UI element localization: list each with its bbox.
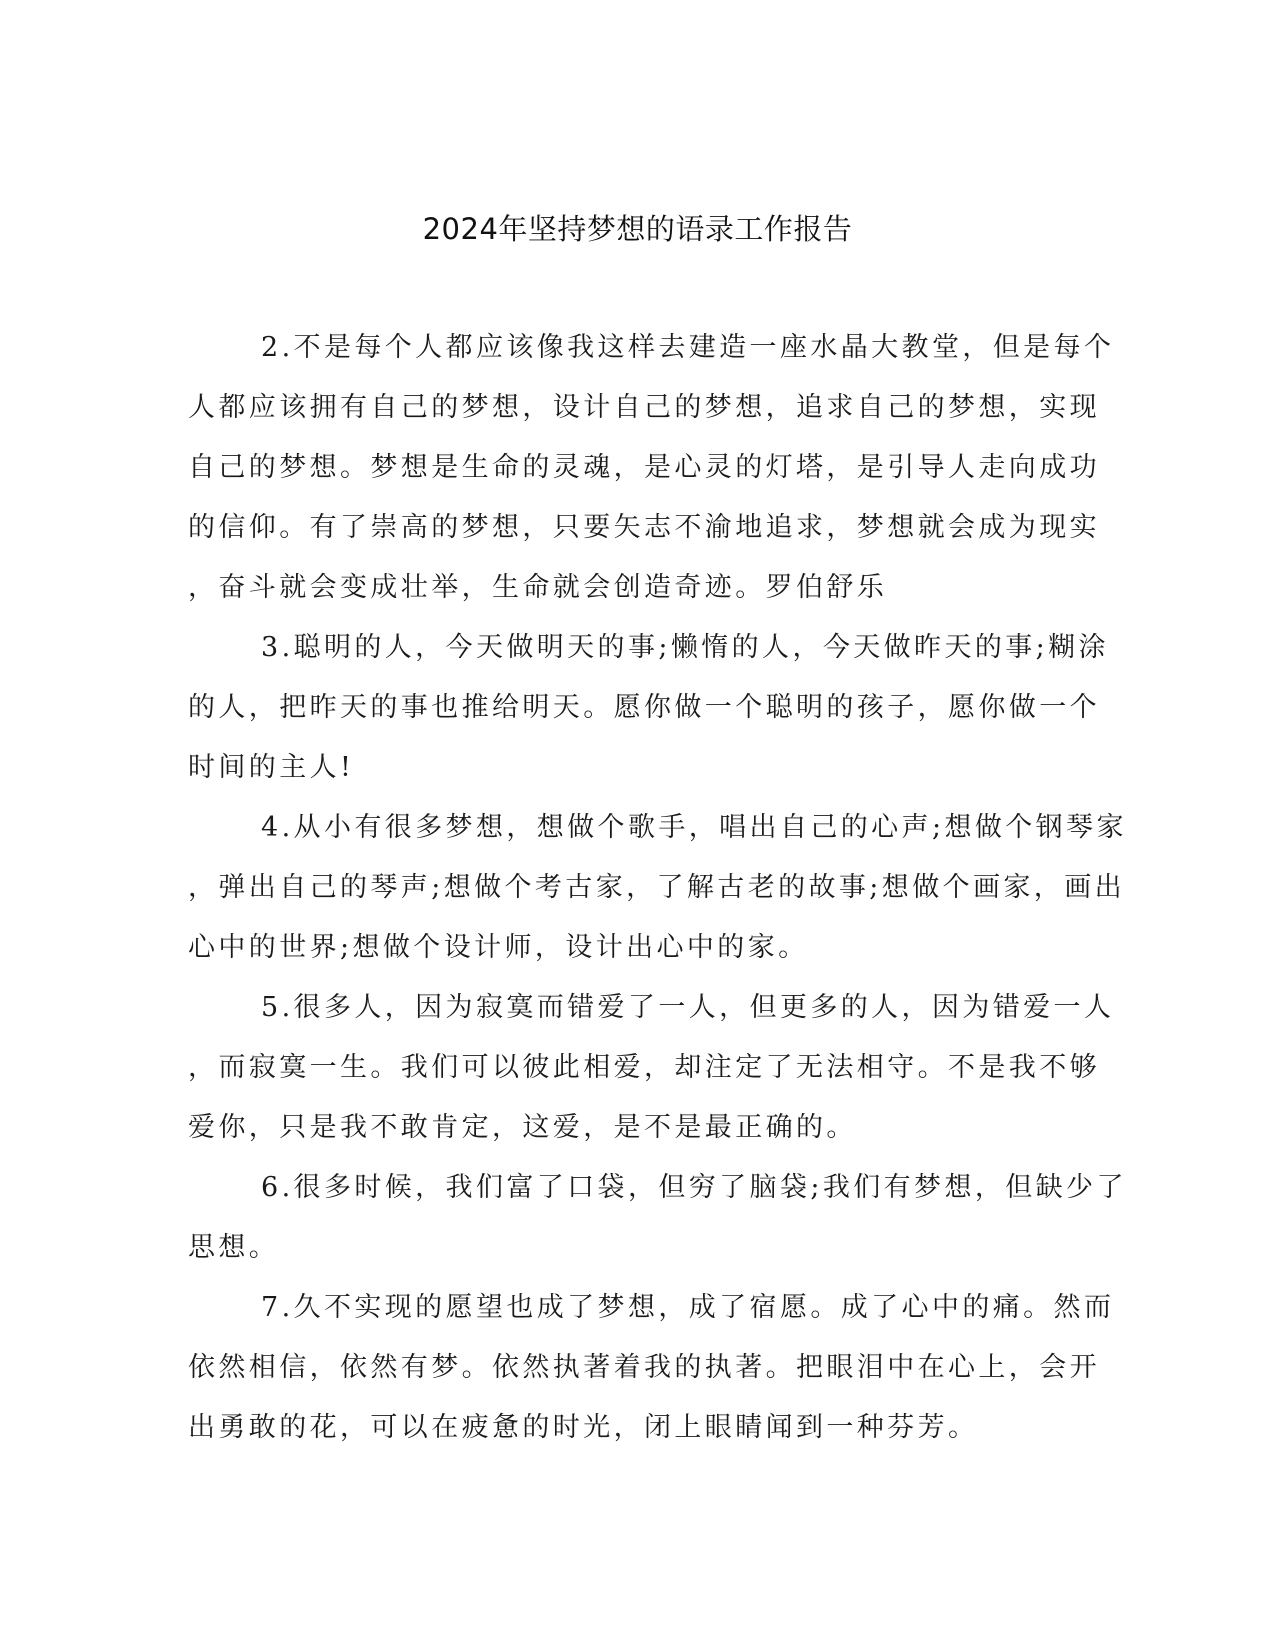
paragraph-line: ，而寂寞一生。我们可以彼此相爱，却注定了无法相守。不是我不够 [188, 1052, 1100, 1083]
paragraph-line: 爱你，只是我不敢肯定，这爱，是不是最正确的。 [188, 1112, 857, 1143]
paragraph [188, 1158, 1127, 1278]
paragraph [188, 798, 1127, 978]
paragraph-line: 的信仰。有了崇高的梦想，只要矢志不渝地追求，梦想就会成为现实 [188, 512, 1100, 543]
paragraph-line: 2.不是每个人都应该像我这样去建造一座水晶大教堂，但是每个 [261, 332, 1115, 363]
paragraph [188, 318, 1115, 618]
paragraph-line: 思想。 [188, 1232, 280, 1263]
paragraph [188, 1278, 1115, 1458]
paragraph-line: 自己的梦想。梦想是生命的灵魂，是心灵的灯塔，是引导人走向成功 [188, 452, 1100, 483]
document-body [188, 318, 1127, 1458]
paragraph-line: 6.很多时候，我们富了口袋，但穷了脑袋;我们有梦想，但缺少了 [261, 1172, 1127, 1203]
paragraph [188, 618, 1109, 798]
paragraph [188, 978, 1115, 1158]
paragraph-line: 出勇敢的花，可以在疲惫的时光，闭上眼睛闻到一种芬芳。 [188, 1412, 979, 1443]
paragraph-line: ，奋斗就会变成壮举，生命就会创造奇迹。罗伯舒乐 [188, 572, 888, 603]
paragraph-line: 依然相信，依然有梦。依然执著着我的执著。把眼泪中在心上，会开 [188, 1352, 1100, 1383]
paragraph-line: 的人，把昨天的事也推给明天。愿你做一个聪明的孩子，愿你做一个 [188, 692, 1100, 723]
paragraph-line: 3.聪明的人，今天做明天的事;懒惰的人，今天做昨天的事;糊涂 [261, 632, 1109, 663]
paragraph-line: 时间的主人! [188, 752, 355, 783]
paragraph-line: 7.久不实现的愿望也成了梦想，成了宿愿。成了心中的痛。然而 [261, 1292, 1115, 1323]
document-title: 2024年坚持梦想的语录工作报告 [422, 212, 853, 246]
paragraph-line: ，弹出自己的琴声;想做个考古家，了解古老的故事;想做个画家，画出 [188, 872, 1125, 903]
paragraph-line: 心中的世界;想做个设计师，设计出心中的家。 [188, 932, 809, 963]
paragraph-line: 5.很多人，因为寂寞而错爱了一人，但更多的人，因为错爱一人 [261, 992, 1115, 1023]
paragraph-line: 4.从小有很多梦想，想做个歌手，唱出自己的心声;想做个钢琴家 [261, 812, 1127, 843]
paragraph-line: 人都应该拥有自己的梦想，设计自己的梦想，追求自己的梦想，实现 [188, 392, 1100, 423]
